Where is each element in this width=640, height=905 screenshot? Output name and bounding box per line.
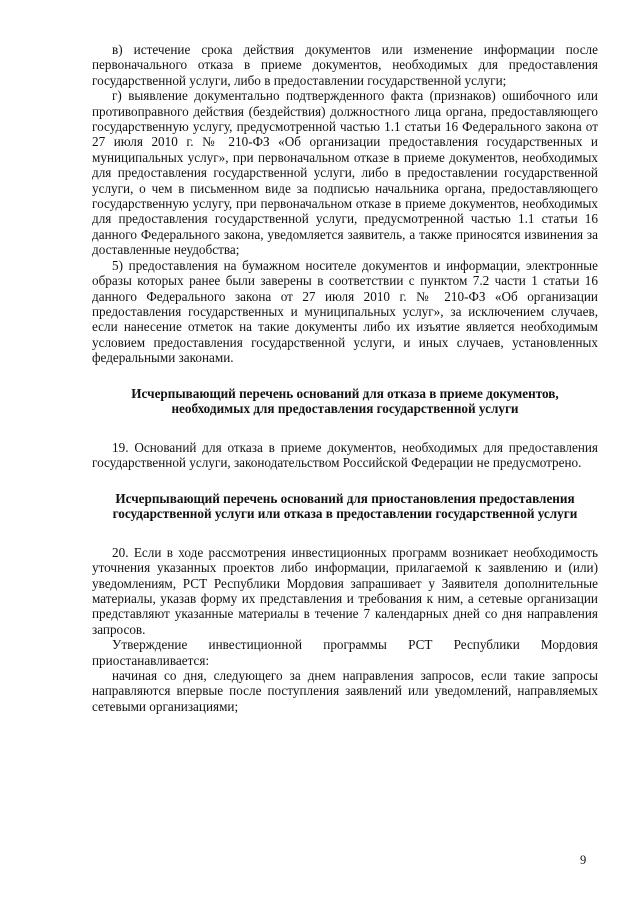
heading-suspension: Исчерпывающий перечень оснований для приостановления предоставления государственной услуги или отказа в предоставлении государственной услуги bbox=[112, 490, 578, 522]
page-number: 9 bbox=[580, 853, 587, 867]
document-body bbox=[92, 42, 598, 714]
paragraph-g: г) выявление документально подтвержденного факта (признаков) ошибочного или противоправного действия (бездействия) должностного лица органа, предоставляющего государственную услугу, предусмотренной частью 1.1 статьи 16 Федерального закона от 27 июля 2010 г. № 210-ФЗ «Об организации предоставления государственных и муниципальных услуг», при первоначальном отказе в приеме документов, необходимых для предоставления государственной услуги, либо в предоставлении государственной услуги, о чем в письменном виде за подписью начальника органа, предоставляющего государственную услугу, при первоначальном отказе в приеме документов, необходимых для предоставления государственной услуги, предусмотренной частью 1.1 статьи 16 данного Федерального закона, уведомляется заявитель, а также приносятся извинения за доставленные неудобства; bbox=[92, 88, 598, 258]
paragraph-19: 19. Оснований для отказа в приеме документов, необходимых для предоставления государственной услуги, законодательством Российской Федерации не предусмотрено. bbox=[92, 439, 598, 471]
paragraph-20: 20. Если в ходе рассмотрения инвестиционных программ возникает необходимость уточнения указанных проектов либо информации, прилагаемой к заявлению и (или) уведомлениям, РСТ Республики Мордовия запрашивает у Заявителя дополнительные материалы, указав форму их представления и требования к ним, а сетевые организации представляют указанные материалы в течение 7 календарных дней со дня направления запросов. bbox=[92, 544, 598, 637]
paragraph-5: 5) предоставления на бумажном носителе документов и информации, электронные образы которых ранее были заверены в соответствии с пунктом 7.2 части 1 статьи 16 данного Федерального закона от 27 июля 2010 г. № 210-ФЗ «Об организации предоставления государственных и муниципальных услуг», за исключением случаев, если нанесение отметок на такие документы либо их изъятие является необходимым условием предоставления государственной услуги, и иных случаев, установленных федеральными законами. bbox=[92, 257, 598, 366]
heading-refusal-documents: Исчерпывающий перечень оснований для отказа в приеме документов, необходимых для предоставления государственной услуги bbox=[131, 385, 559, 417]
paragraph-v: в) истечение срока действия документов или изменение информации после первоначального отказа в приеме документов, необходимых для предоставления государственной услуги, либо в предоставлении государственной услуги; bbox=[92, 42, 598, 88]
paragraph-starting: начиная со дня, следующего за днем направления запросов, если такие запросы направляются впервые после поступления заявлений или уведомлений, направляемых сетевыми организациями; bbox=[92, 667, 598, 714]
paragraph-approval: Утверждение инвестиционной программы РСТ Республики Мордовия приостанавливается: bbox=[92, 637, 598, 668]
